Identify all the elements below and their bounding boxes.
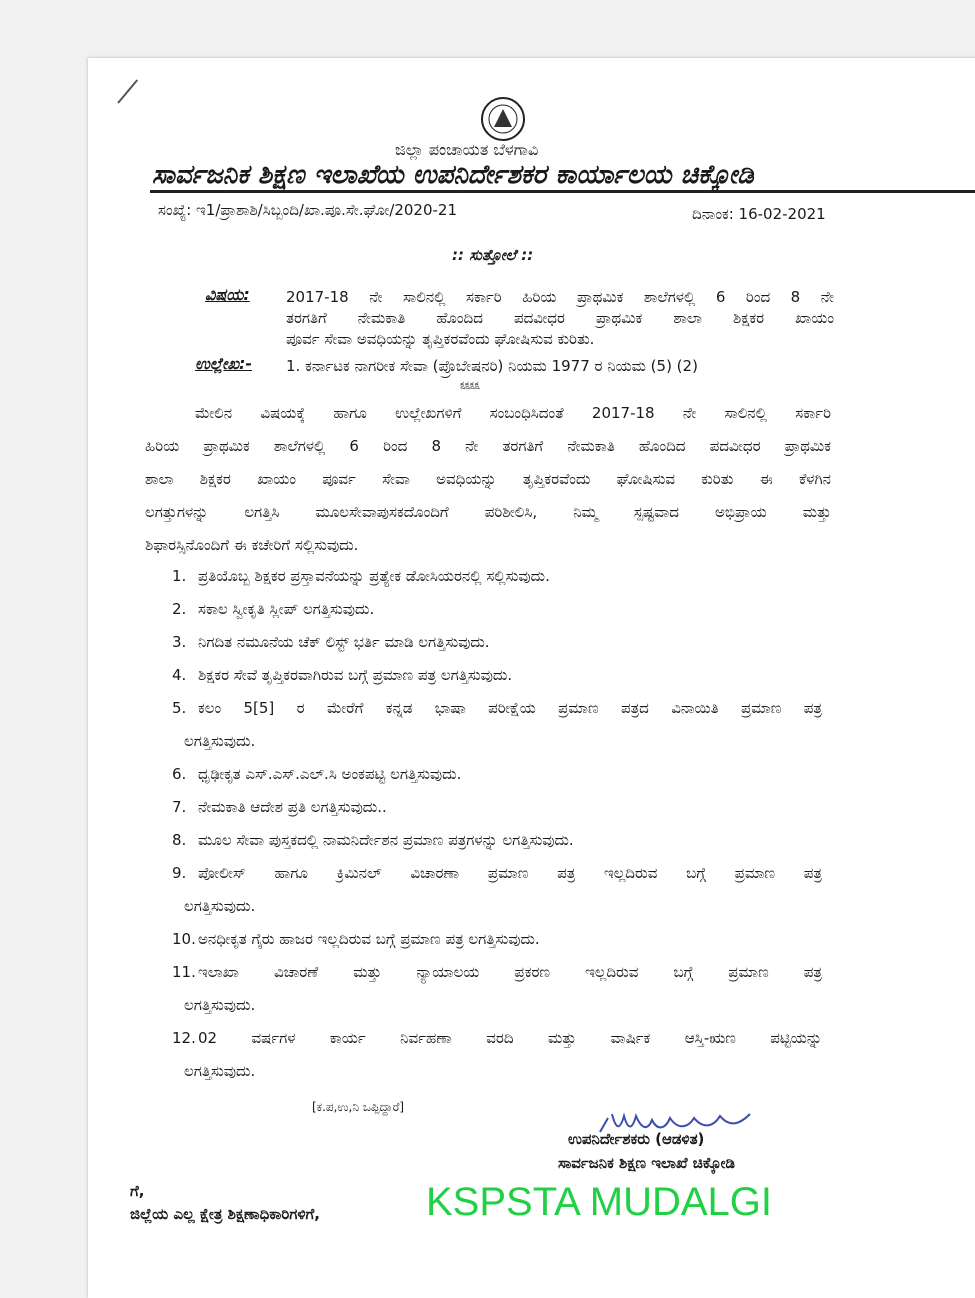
signatory-designation: ಉಪನಿರ್ದೇಶಕರು (ಆಡಳಿತ) <box>568 1130 705 1148</box>
header-rule <box>150 190 975 193</box>
district-name: ಜಿಲ್ಲಾ ಪಂಚಾಯತ ಬೆಳಗಾವಿ <box>395 140 539 159</box>
item-text: ಲಗತ್ತಿಸುವುದು. <box>184 996 256 1014</box>
subject-text <box>286 287 834 350</box>
reference-number: ಸಂಖ್ಯೆ: ಇ1/ಪ್ರಾಶಾಶಿ/ಸಿಬ್ಬಂದಿ/ಖಾ.ಪೂ.ಸೇ.ಘೋ/2020-21 <box>158 201 457 219</box>
separator: ಕ್ಷಕ್ಷಕ್ಷಕ್ಷ <box>460 380 480 390</box>
list-item <box>172 791 822 824</box>
item-text: ಲಗತ್ತಿಸುವುದು. <box>184 897 256 915</box>
body-line: ಲಗತ್ತುಗಳನ್ನು ಲಗತ್ತಿಸಿ ಮೂಲಸೇವಾಪುಸಕದೊಂದಿಗೆ ಪರಿಶೀಲಿಸಿ, ನಿಮ್ಮ ಸ್ಪಷ್ಟವಾದ ಅಭಿಪ್ರಾಯ ಮತ್ತು <box>145 503 831 521</box>
item-number: 11. <box>172 963 196 981</box>
item-text: ಪೋಲೀಸ್ ಹಾಗೂ ಕ್ರಿಮಿನಲ್ ವಿಚಾರಣಾ ಪ್ರಮಾಣ ಪತ್ರ ಇಲ್ಲದಿರುವ ಬಗ್ಗೆ ಪ್ರಮಾಣ ಪತ್ರ <box>198 864 822 882</box>
list-item <box>172 593 822 626</box>
list-item <box>172 692 822 758</box>
list-item <box>172 758 822 791</box>
list-item <box>172 1022 822 1088</box>
recipient-name: ಜಿಲ್ಲೆಯ ಎಲ್ಲ ಕ್ಷೇತ್ರ ಶಿಕ್ಷಣಾಧಿಕಾರಿಗಳಿಗೆ, <box>130 1205 320 1223</box>
item-text: ಕಲಂ 5[5] ರ ಮೇರೆಗೆ ಕನ್ನಡ ಭಾಷಾ ಪರೀಕ್ಷೆಯ ಪ್ರಮಾಣ ಪತ್ರದ ವಿನಾಯಿತಿ ಪ್ರಮಾಣ ಪತ್ರ <box>198 699 822 717</box>
item-text: ಲಗತ್ತಿಸುವುದು. <box>184 732 256 750</box>
item-text: ಪ್ರತಿಯೊಬ್ಬ ಶಿಕ್ಷಕರ ಪ್ರಸ್ತಾವನೆಯನ್ನು ಪ್ರತ್ಯೇಕ ಡೋಸಿಯರನಲ್ಲಿ ಸಲ್ಲಿಸುವುದು. <box>198 567 550 585</box>
body-line: ಮೇಲಿನ ವಿಷಯಕ್ಕೆ ಹಾಗೂ ಉಲ್ಲೇಖಗಳಿಗೆ ಸಂಬಂಧಿಸಿದಂತೆ 2017-18 ನೇ ಸಾಲಿನಲ್ಲಿ ಸರ್ಕಾರಿ <box>195 404 831 422</box>
emblem-icon <box>474 94 532 144</box>
body-line: ಹಿರಿಯ ಪ್ರಾಥಮಿಕ ಶಾಲೆಗಳಲ್ಲಿ 6 ರಿಂದ 8 ನೇ ತರಗತಿಗೆ ನೇಮಕಾತಿ ಹೊಂದಿದ ಪದವೀಧರ ಪ್ರಾಥಮಿಕ <box>145 437 831 455</box>
item-number: 3. <box>172 633 187 651</box>
subject-label: ವಿಷಯ: <box>205 285 250 304</box>
office-name: ಸಾರ್ವಜನಿಕ ಶಿಕ್ಷಣ ಇಲಾಖೆಯ ಉಪನಿರ್ದೇಶಕರ ಕಾರ್ಯಾಲಯ ಚಿಕ್ಕೋಡಿ <box>152 160 754 190</box>
item-text: 02 ವರ್ಷಗಳ ಕಾರ್ಯ ನಿರ್ವಹಣಾ ವರದಿ ಮತ್ತು ವಾರ್ಷಿಕ ಆಸ್ತಿ-ಋಣ ಪಟ್ಟಿಯನ್ನು <box>198 1029 822 1047</box>
item-text: ನೇಮಕಾತಿ ಆದೇಶ ಪ್ರತಿ ಲಗತ್ತಿಸುವುದು.. <box>198 798 387 816</box>
body-line: ಶಿಫಾರಸ್ಸಿನೊಂದಿಗೆ ಈ ಕಚೇರಿಗೆ ಸಲ್ಲಿಸುವುದು. <box>145 536 359 554</box>
item-text: ಮೂಲ ಸೇವಾ ಪುಸ್ತಕದಲ್ಲಿ ನಾಮನಿರ್ದೇಶನ ಪ್ರಮಾಣ ಪತ್ರಗಳನ್ನು ಲಗತ್ತಿಸುವುದು. <box>198 831 574 849</box>
item-number: 2. <box>172 600 187 618</box>
item-number: 1. <box>172 567 187 585</box>
subject-line: ತರಗತಿಗೆ ನೇಮಕಾತಿ ಹೊಂದಿದ ಪದವೀಧರ ಪ್ರಾಥಮಿಕ ಶಾಲಾ ಶಿಕ್ಷಕರ ಖಾಯಂ <box>286 309 834 327</box>
list-item <box>172 824 822 857</box>
watermark-text: KSPSTA MUDALGI <box>426 1180 773 1224</box>
list-item <box>172 626 822 659</box>
body-line: ಶಾಲಾ ಶಿಕ್ಷಕರ ಖಾಯಂ ಪೂರ್ವ ಸೇವಾ ಅವಧಿಯನ್ನು ತೃಪ್ತಿಕರವೆಂದು ಘೋಷಿಸುವ ಕುರಿತು ಈ ಕೆಳಗಿನ <box>145 470 831 488</box>
list-item <box>172 956 822 1022</box>
item-number: 4. <box>172 666 187 684</box>
approval-note: [ಕ.ಪ,ಉ,ನಿ ಒಪ್ಪಿದ್ದಾರೆ] <box>312 1100 405 1114</box>
list-item <box>172 659 822 692</box>
reference-text: 1. ಕರ್ನಾಟಕ ನಾಗರೀಕ ಸೇವಾ (ಪ್ರೊಬೇಷನರಿ) ನಿಯಮ 1977 ರ ನಿಯಮ (5) (2) <box>286 357 698 375</box>
item-text: ಲಗತ್ತಿಸುವುದು. <box>184 1062 256 1080</box>
item-number: 6. <box>172 765 187 783</box>
body-paragraph <box>145 397 831 562</box>
signatory-office: ಸಾರ್ವಜನಿಕ ಶಿಕ್ಷಣ ಇಲಾಖೆ ಚಿಕ್ಕೋಡಿ <box>558 1154 735 1172</box>
subject-line: ಪೂರ್ವ ಸೇವಾ ಅವಧಿಯನ್ನು ತೃಪ್ತಿಕರವೆಂದು ಘೋಷಿಸುವ ಕುರಿತು. <box>286 330 595 348</box>
list-item <box>172 857 822 923</box>
circular-title: :: ಸುತ್ತೋಲೆ :: <box>452 246 534 264</box>
item-number: 9. <box>172 864 187 882</box>
item-text: ಧೃಢೀಕೃತ ಎಸ್.ಎಸ್.ಎಲ್.ಸಿ ಅಂಕಪಟ್ಟಿ ಲಗತ್ತಿಸುವುದು. <box>198 765 462 783</box>
reference-label: ಉಲ್ಲೇಖ:- <box>195 354 253 373</box>
item-number: 7. <box>172 798 187 816</box>
item-text: ಇಲಾಖಾ ವಿಚಾರಣೆ ಮತ್ತು ನ್ಯಾಯಾಲಯ ಪ್ರಕರಣ ಇಲ್ಲದಿರುವ ಬಗ್ಗೆ ಪ್ರಮಾಣ ಪತ್ರ <box>198 963 822 981</box>
item-text: ಸಕಾಲ ಸ್ವೀಕೃತಿ ಸ್ಲೀಪ್ ಲಗತ್ತಿಸುವುದು. <box>198 600 375 618</box>
list-item <box>172 923 822 956</box>
item-text: ಶಿಕ್ಷಕರ ಸೇವೆ ತೃಪ್ತಿಕರವಾಗಿರುವ ಬಗ್ಗೆ ಪ್ರಮಾಣ ಪತ್ರ ಲಗತ್ತಿಸುವುದು. <box>198 666 513 684</box>
item-number: 10. <box>172 930 196 948</box>
list-item <box>172 560 822 593</box>
document-date: ದಿನಾಂಕ: 16-02-2021 <box>692 205 826 223</box>
recipient-prefix: ಗೆ, <box>130 1182 145 1200</box>
item-number: 8. <box>172 831 187 849</box>
item-number: 12. <box>172 1029 196 1047</box>
item-text: ಅನಧೀಕೃತ ಗೈರು ಹಾಜರ ಇಲ್ಲದಿರುವ ಬಗ್ಗೆ ಪ್ರಮಾಣ ಪತ್ರ ಲಗತ್ತಿಸುವುದು. <box>198 930 540 948</box>
item-number: 5. <box>172 699 187 717</box>
subject-line: 2017-18 ನೇ ಸಾಲಿನಲ್ಲಿ ಸರ್ಕಾರಿ ಹಿರಿಯ ಪ್ರಾಥಮಿಕ ಶಾಲೆಗಳಲ್ಲಿ 6 ರಿಂದ 8 ನೇ <box>286 288 834 306</box>
item-text: ನಿಗದಿತ ನಮೂನೆಯ ಚೆಕ್ ಲಿಸ್ಟ್ ಭರ್ತಿ ಮಾಡಿ ಲಗತ್ತಿಸುವುದು. <box>198 633 490 651</box>
